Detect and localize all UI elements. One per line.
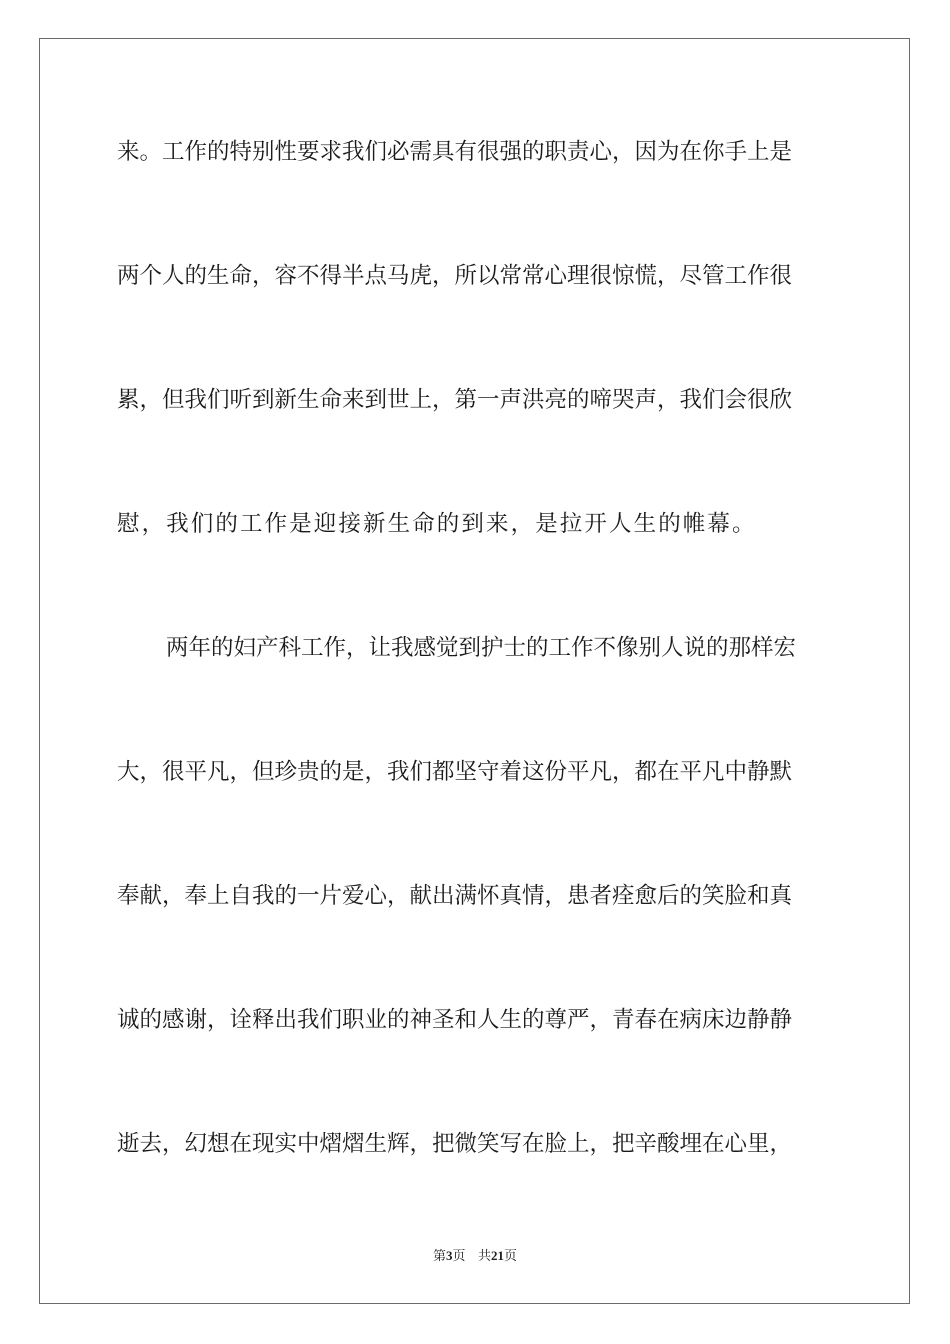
total-pages: 21 xyxy=(490,1248,504,1263)
body-text-line: 慰，我们的工作是迎接新生命的到来，是拉开人生的帷幕。 xyxy=(117,511,757,537)
total-prefix: 共 xyxy=(477,1249,491,1264)
body-text-line: 累，但我们听到新生命来到世上，第一声洪亮的啼哭声，我们会很欣 xyxy=(117,387,793,413)
body-text-line: 来。工作的特别性要求我们必需具有很强的职责心，因为在你手上是 xyxy=(117,139,793,165)
body-text-line: 奉献，奉上自我的一片爱心，献出满怀真情，患者痊愈后的笑脸和真 xyxy=(117,883,793,909)
page-suffix: 页 xyxy=(452,1249,466,1264)
body-text-line: 逝去，幻想在现实中熠熠生辉，把微笑写在脸上，把辛酸埋在心里， xyxy=(117,1131,793,1157)
body-text-line: 两个人的生命，容不得半点马虎，所以常常心理很惊慌，尽管工作很 xyxy=(117,263,793,289)
page-border xyxy=(39,38,910,1304)
body-text-line: 诚的感谢，诠释出我们职业的神圣和人生的尊严，青春在病床边静静 xyxy=(117,1007,793,1033)
page-prefix: 第 xyxy=(433,1249,447,1264)
body-text-line: 大，很平凡，但珍贵的是，我们都坚守着这份平凡，都在平凡中静默 xyxy=(117,759,793,785)
page-footer xyxy=(0,1247,950,1266)
total-suffix: 页 xyxy=(503,1249,517,1264)
page-number: 3 xyxy=(446,1248,453,1263)
paragraph-first-line: 两年的妇产科工作，让我感觉到护士的工作不像别人说的那样宏 xyxy=(166,635,797,661)
